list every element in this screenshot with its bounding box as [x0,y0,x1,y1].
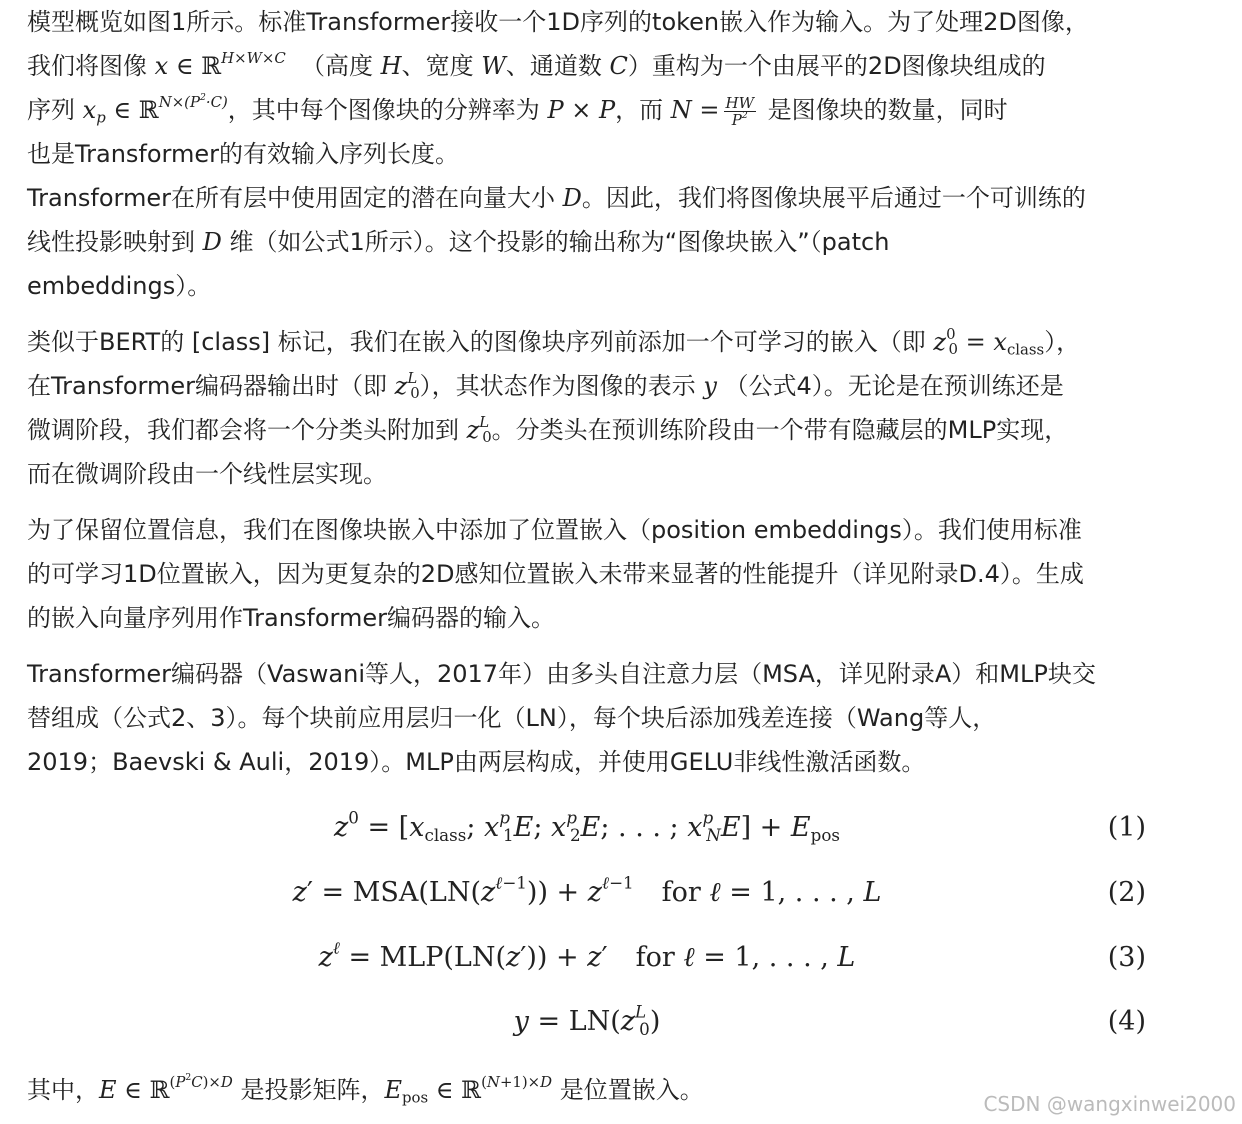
text-line: 的可学习1D位置嵌入，因为更复杂的2D感知位置嵌入未带来显著的性能提升（详见附录D.4）。生成 [27,560,1084,588]
text-line: 类似于BERT的 [class] 标记，我们在嵌入的图像块序列前添加一个可学习的嵌入（即 $z^0_0 = x_{class}$）， [27,324,1081,359]
text-line: 而在微调阶段由一个线性层实现。 [27,460,387,488]
text-line: 也是Transformer的有效输入序列长度。 [27,140,460,168]
text-line: 线性投影映射到 D 维（如公式1所示）。这个投影的输出称为“图像块嵌入”（patch [27,228,890,256]
text-line: Transformer编码器（Vaswani等人，2017年）由多头自注意力层（MSA，详见附录A）和MLP块交 [27,660,1096,688]
csdn-watermark: CSDN @wangxinwei2000 [983,1092,1236,1116]
paragraph-class-token [27,320,1217,496]
text-line: Transformer在所有层中使用固定的潜在向量大小 D。因此，我们将图像块展平后通过一个可训练的 [27,184,1086,212]
text-line: 替组成（公式2、3）。每个块前应用层归一化（LN），每个块后添加残差连接（Wang等人， [27,704,997,732]
text-line: 2019；Baevski & Auli，2019）。MLP由两层构成，并使用GELU非线性激活函数。 [27,748,926,776]
paragraph-overview [27,0,1217,308]
equation-1: $z^0 = [x_{class}$; $x^p_1E$; $x^p_2E$; . . . ; $x^p_NE] + E_{pos}$ (1) [27,803,1217,853]
text-line: embeddings）。 [27,272,212,300]
text-line: 我们将图像 x ∈ ℝ$^{H\times W\times C}$ （高度 H、宽度 W、通道数 C）重构为一个由展平的2D图像块组成的 [27,48,1046,80]
text-line: 序列 $x_p$ ∈ ℝ$^{N\times(P^2\cdot C)}$，其中每个图像块的分辨率为 P × P，而 N = $\frac{HW}{P^2}$ 是图像块的数量，同时 [27,91,1008,129]
equation-3: $z^\ell = MLP(LN(z')) + z'$ for ℓ = 1, . . . , L (3) [27,933,1217,983]
paragraph-encoder [27,652,1217,784]
text-line: 在Transformer编码器输出时（即 $z^L_0$），其状态作为图像的表示 y （公式4）。无论是在预训练还是 [27,368,1064,403]
text-line: 为了保留位置信息，我们在图像块嵌入中添加了位置嵌入（position embeddings）。我们使用标准 [27,516,1082,544]
equation-number: (4) [1107,1006,1146,1037]
equation-number: (1) [1107,812,1146,843]
equation-number: (3) [1107,942,1146,973]
text-line: 的嵌入向量序列用作Transformer编码器的输入。 [27,604,556,632]
equation-2: $z' = MSA(LN(z^{\ell-1})) + z^{\ell-1}$ for ℓ = 1, . . . , L (2) [27,868,1217,918]
text-line: 模型概览如图1所示。标准Transformer接收一个1D序列的token嵌入作为输入。为了处理2D图像， [27,8,1089,36]
text-line: 微调阶段，我们都会将一个分类头附加到 $z^L_0$。分类头在预训练阶段由一个带有隐藏层的MLP实现， [27,412,1069,447]
equation-number: (2) [1107,877,1146,908]
paragraph-position-embeddings [27,508,1217,640]
text-line: 其中，E ∈ ℝ$^{(P^2C)\times D}$ 是投影矩阵，$E_{pos}$ ∈ ℝ$^{(N+1)\times D}$ 是位置嵌入。 [27,1071,704,1107]
equation-4: $y = LN(z^L_0)$ (4) [27,997,1217,1047]
